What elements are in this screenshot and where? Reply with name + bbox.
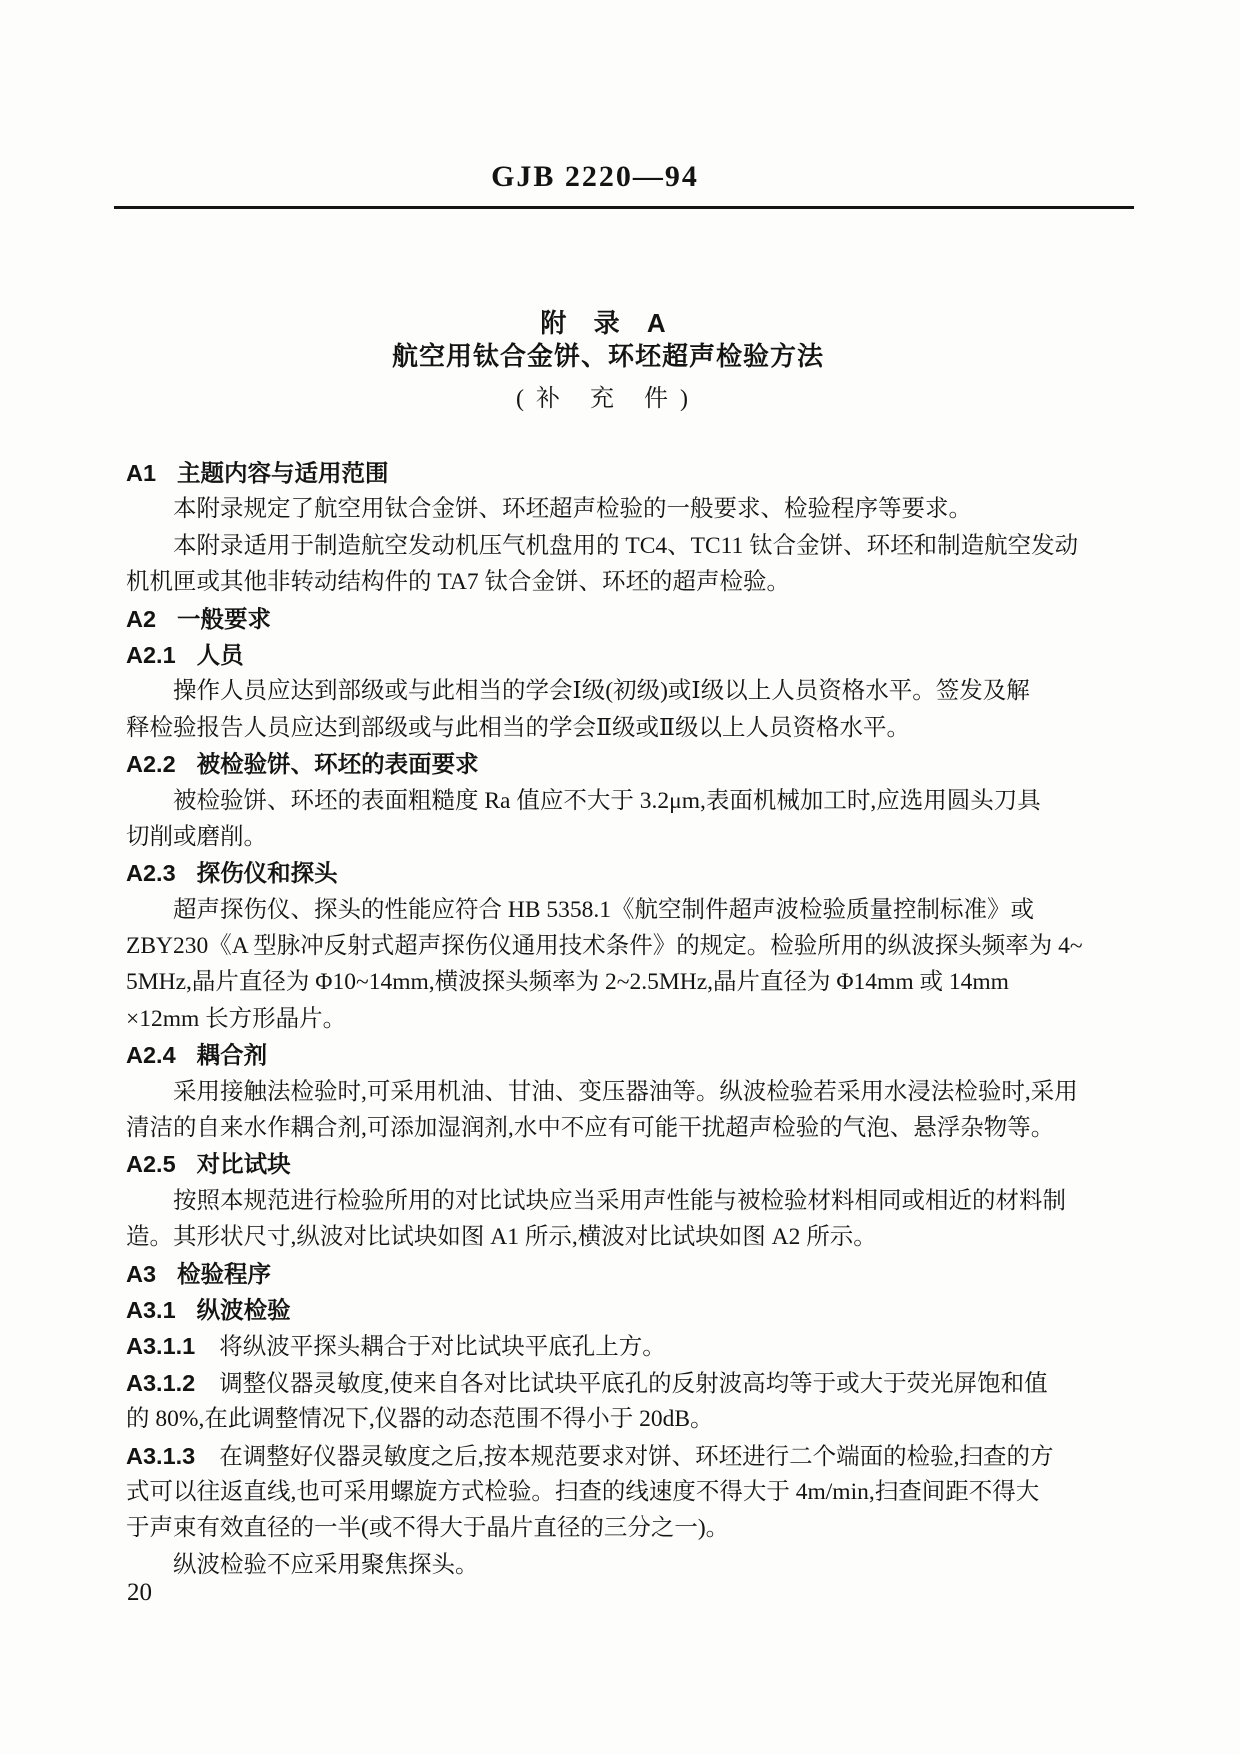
line-text: 被检验饼、环坯的表面粗糙度 Ra 值应不大于 3.2μm,表面机械加工时,应选用圆头刀具 (173, 787, 1041, 814)
line-text: ×12mm 长方形晶片。 (126, 1005, 347, 1032)
section-heading (126, 1256, 1140, 1292)
clause-number: A2.1 (126, 641, 176, 668)
section-heading (126, 1365, 1140, 1401)
line-text: 按照本规范进行检验所用的对比试块应当采用声性能与被检验材料相同或相近的材料制 (173, 1187, 1066, 1214)
document-line (126, 1401, 1140, 1437)
line-text: 调整仪器灵敏度,使来自各对比试块平底孔的反射波高均等于或大于荧光屏饱和值 (219, 1370, 1048, 1397)
line-text: 释检验报告人员应达到部级或与此相当的学会Ⅱ级或Ⅱ级以上人员资格水平。 (126, 714, 910, 741)
document-line (126, 928, 1140, 964)
line-text: 对比试块 (196, 1151, 291, 1178)
section-heading (126, 637, 1140, 673)
document-line (126, 491, 1140, 527)
document-line (126, 1510, 1140, 1546)
clause-number: A3.1.2 (126, 1369, 196, 1396)
line-text: 检验程序 (177, 1260, 272, 1287)
line-text: 本附录规定了航空用钛合金饼、环坯超声检验的一般要求、检验程序等要求。 (173, 496, 972, 523)
document-line (126, 964, 1140, 1000)
section-heading (126, 1146, 1140, 1182)
clause-number: A3.1.1 (126, 1333, 196, 1360)
document-line (126, 1110, 1140, 1146)
line-text: 将纵波平探头耦合于对比试块平底孔上方。 (219, 1334, 666, 1361)
line-text: 采用接触法检验时,可采用机油、甘油、变压器油等。纵波检验若采用水浸法检验时,采用 (173, 1078, 1078, 1105)
document-line (126, 1474, 1140, 1510)
clause-number: A2.4 (126, 1042, 176, 1069)
line-text: 操作人员应达到部级或与此相当的学会Ⅰ级(初级)或Ⅰ级以上人员资格水平。签发及解 (173, 678, 1030, 705)
line-text: 被检验饼、环坯的表面要求 (196, 751, 479, 778)
line-text: 探伤仪和探头 (196, 860, 338, 887)
line-text: 纵波检验 (196, 1296, 291, 1323)
document-line (126, 1183, 1140, 1219)
document-line (126, 1074, 1140, 1110)
document-body (126, 455, 1140, 1583)
line-text: 的 80%,在此调整情况下,仪器的动态范围不得小于 20dB。 (126, 1406, 714, 1433)
document-line (126, 528, 1140, 564)
clause-number: A3.1 (126, 1296, 176, 1323)
clause-number: A2.5 (126, 1151, 176, 1178)
clause-number: A3.1.3 (126, 1442, 196, 1469)
section-heading (126, 746, 1140, 782)
line-text: 切削或磨削。 (126, 823, 267, 850)
line-text: 一般要求 (177, 605, 272, 632)
header-rule (114, 206, 1134, 209)
line-text: 在调整好仪器灵敏度之后,按本规范要求对饼、环坯进行二个端面的检验,扫查的方 (219, 1443, 1054, 1470)
clause-number: A2 (126, 605, 157, 632)
section-heading (126, 455, 1140, 491)
section-heading (126, 1292, 1140, 1328)
line-text: 清洁的自来水作耦合剂,可添加湿润剂,水中不应有可能干扰超声检验的气泡、悬浮杂物等。 (126, 1115, 1055, 1142)
document-line (126, 1547, 1140, 1583)
line-text: 造。其形状尺寸,纵波对比试块如图 A1 所示,横波对比试块如图 A2 所示。 (126, 1224, 877, 1251)
section-heading (126, 601, 1140, 637)
clause-number: A2.2 (126, 751, 176, 778)
clause-number: A1 (126, 460, 157, 486)
document-line (126, 892, 1140, 928)
line-text: ZBY230《A 型脉冲反射式超声探伤仪通用技术条件》的规定。检验所用的纵波探头频率为 4~ (126, 933, 1083, 960)
section-heading (126, 1328, 1140, 1364)
line-text: 人员 (196, 641, 244, 668)
line-text: 本附录适用于制造航空发动机压气机盘用的 TC4、TC11 钛合金饼、环坯和制造航空发动 (173, 532, 1079, 559)
document-line (126, 673, 1140, 709)
line-text: 纵波检验不应采用聚焦探头。 (173, 1551, 479, 1578)
line-text: 机机匣或其他非转动结构件的 TA7 钛合金饼、环坯的超声检验。 (126, 569, 790, 596)
appendix-label: 附 录 A (540, 308, 676, 338)
document-line (126, 1219, 1140, 1255)
section-heading (126, 855, 1140, 891)
document-line (126, 783, 1140, 819)
appendix-title: 航空用钛合金饼、环坯超声检验方法 (391, 341, 824, 371)
page-number: 20 (127, 1579, 152, 1606)
standard-number: GJB 2220—94 (491, 160, 699, 193)
line-text: 耦合剂 (196, 1042, 268, 1069)
line-text: 主题内容与适用范围 (177, 460, 389, 486)
line-text: 超声探伤仪、探头的性能应符合 HB 5358.1《航空制件超声波检验质量控制标准》或 (173, 896, 1035, 923)
line-text: 5MHz,晶片直径为 Φ10~14mm,横波探头频率为 2~2.5MHz,晶片直径为 Φ14mm 或 14mm (126, 969, 1009, 996)
clause-number: A2.3 (126, 860, 176, 887)
appendix-subtitle: (补 充 件) (516, 386, 700, 412)
section-heading (126, 1037, 1140, 1073)
document-line (126, 564, 1140, 600)
document-line (126, 710, 1140, 746)
document-line (126, 1001, 1140, 1037)
document-line (126, 819, 1140, 855)
clause-number: A3 (126, 1260, 157, 1287)
line-text: 式可以往返直线,也可采用螺旋方式检验。扫查的线速度不得大于 4m/min,扫查间距不得大 (126, 1478, 1040, 1505)
section-heading (126, 1438, 1140, 1474)
line-text: 于声束有效直径的一半(或不得大于晶片直径的三分之一)。 (126, 1515, 730, 1542)
